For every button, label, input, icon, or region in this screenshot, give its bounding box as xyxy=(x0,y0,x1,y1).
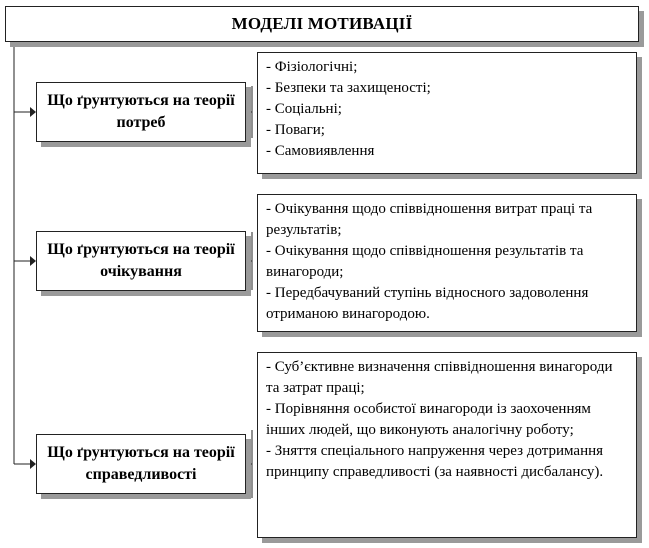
item-list xyxy=(266,357,628,483)
detail-box-expectancy xyxy=(257,194,637,332)
item-list xyxy=(266,199,628,325)
category-box-needs xyxy=(36,82,246,142)
category-label: Що ґрунтуються на теорії справедливості xyxy=(47,444,235,483)
list-item: - Суб’єктивне визначення співвідношення винагороди та затрат праці; xyxy=(266,359,613,396)
detail-box-needs xyxy=(257,52,637,174)
list-item: - Фізіологічні; xyxy=(266,59,358,75)
list-item: - Безпеки та захищеності; xyxy=(266,80,431,96)
list-item: - Очікування щодо співвідношення витрат праці та результатів; xyxy=(266,201,593,238)
diagram-title: МОДЕЛІ МОТИВАЦІЇ xyxy=(5,6,639,42)
detail-box-equity xyxy=(257,352,637,538)
list-item: - Соціальні; xyxy=(266,101,342,117)
list-item: - Самовиявлення xyxy=(266,143,375,159)
category-label: Що ґрунтуються на теорії очікування xyxy=(47,241,235,280)
item-list xyxy=(266,57,628,162)
list-item: - Зняття спеціального напруження через дотримання принципу справедливості (за наявності дисбалансу). xyxy=(266,443,604,480)
list-item: - Порівняння особистої винагороди із заохоченням інших людей, що виконують аналогічну роботу; xyxy=(266,401,591,438)
category-box-expectancy xyxy=(36,231,246,291)
list-item: - Поваги; xyxy=(266,122,325,138)
list-item: - Передбачуваний ступінь відносного задоволення отриманою винагородою. xyxy=(266,285,589,322)
list-item: - Очікування щодо співвідношення результатів та винагороди; xyxy=(266,243,584,280)
category-box-equity xyxy=(36,434,246,494)
category-label: Що ґрунтуються на теорії потреб xyxy=(47,92,235,131)
